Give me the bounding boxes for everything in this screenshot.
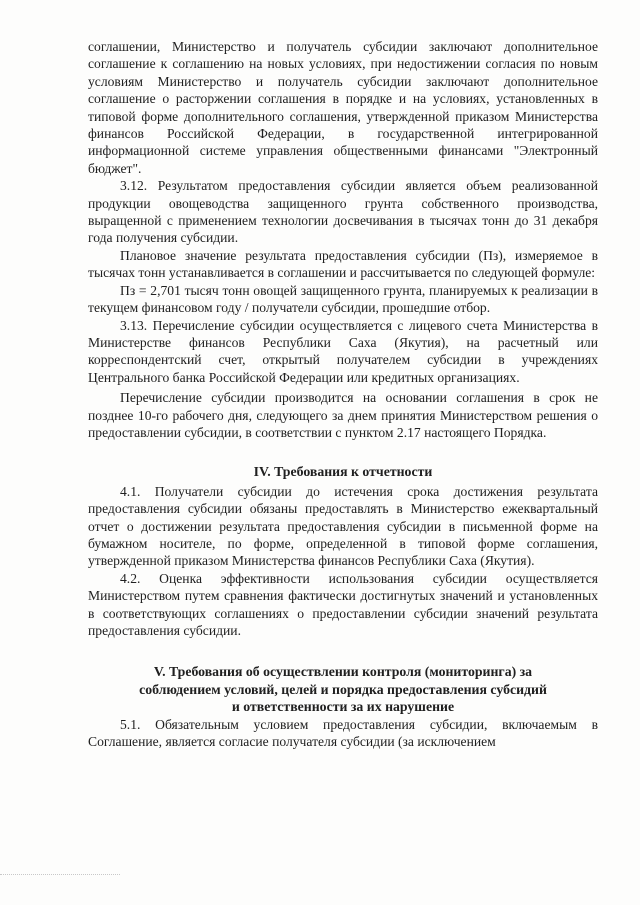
section-5-heading-line-3: и ответственности за их нарушение	[231, 699, 455, 715]
paragraph-formula: Пз = 2,701 тысяч тонн овощей защищенного грунта, планируемых к реализации в текущем финансовом году / получатели субсидии, прошедшие отбор.	[88, 282, 598, 316]
scan-artifact-line	[0, 874, 120, 876]
paragraph-agreement-continuation: соглашении, Министерство и получатель субсидии заключают дополнительное соглашение к соглашению на новых условиях, при недостижении согласия по новым условиям Министерство и получатель субсидии заключают дополнительное соглашение о расторжении соглашения в порядке и на условиях, установленных в типовой форме дополнительного соглашения, утвержденной приказом Министерства финансов Российской Федерации, в государственной интегрированной информационной системе управления общественными финансами "Электронный бюджет".	[88, 39, 598, 176]
paragraph-5-1: 5.1. Обязательным условием предоставления субсидии, включаемым в Соглашение, является согласие получателя субсидии (за исключением	[88, 716, 598, 750]
paragraph-4-2: 4.2. Оценка эффективности использования субсидии осуществляется Министерством путем сравнения фактически достигнутых значений и установленных в соответствующих соглашениях о предоставлении субсидии значений результата предоставления субсидии.	[88, 570, 598, 638]
section-5-heading	[88, 663, 598, 715]
paragraph-planned-value: Плановое значение результата предоставления субсидии (Пз), измеряемое в тысячах тонн устанавливается в соглашении и рассчитывается по следующей формуле:	[88, 247, 598, 281]
paragraph-transfer-terms: Перечисление субсидии производится на основании соглашения в срок не позднее 10-го рабочего дня, следующего за днем принятия Министерством решения о предоставлении субсидии, в соответствии с пунктом 2.17 настоящего Порядка.	[88, 390, 598, 440]
section-5-heading-line-2: соблюдением условий, целей и порядка предоставления субсидий	[139, 681, 547, 697]
paragraph-4-1: 4.1. Получатели субсидии до истечения срока достижения результата предоставления субсидии обязаны предоставлять в Министерство ежеквартальный отчет о достижении результата предоставления субсидии в письменной форме на бумажном носителе, по форме, определенной в типовой форме соглашения, утвержденной приказом Министерства финансов Республики Саха (Якутия).	[88, 483, 598, 569]
section-4-heading: IV. Требования к отчетности	[253, 464, 433, 480]
document-body	[88, 38, 598, 750]
section-5-heading-line-1: V. Требования об осуществлении контроля (мониторинга) за	[153, 664, 533, 680]
paragraph-3-12: 3.12. Результатом предоставления субсидии является объем реализованной продукции овощеводства защищенного грунта собственного производства, выращенной с применением технологии досвечивания в тысячах тонн до 31 декабря года получения субсидии.	[88, 178, 598, 246]
paragraph-3-13: 3.13. Перечисление субсидии осуществляется с лицевого счета Министерства в Министерстве финансов Республики Саха (Якутия), на расчетный или корреспондентский счет, открытый получателем субсидии в учреждениях Центрального банка Российской Федерации или кредитных организациях.	[88, 317, 598, 385]
